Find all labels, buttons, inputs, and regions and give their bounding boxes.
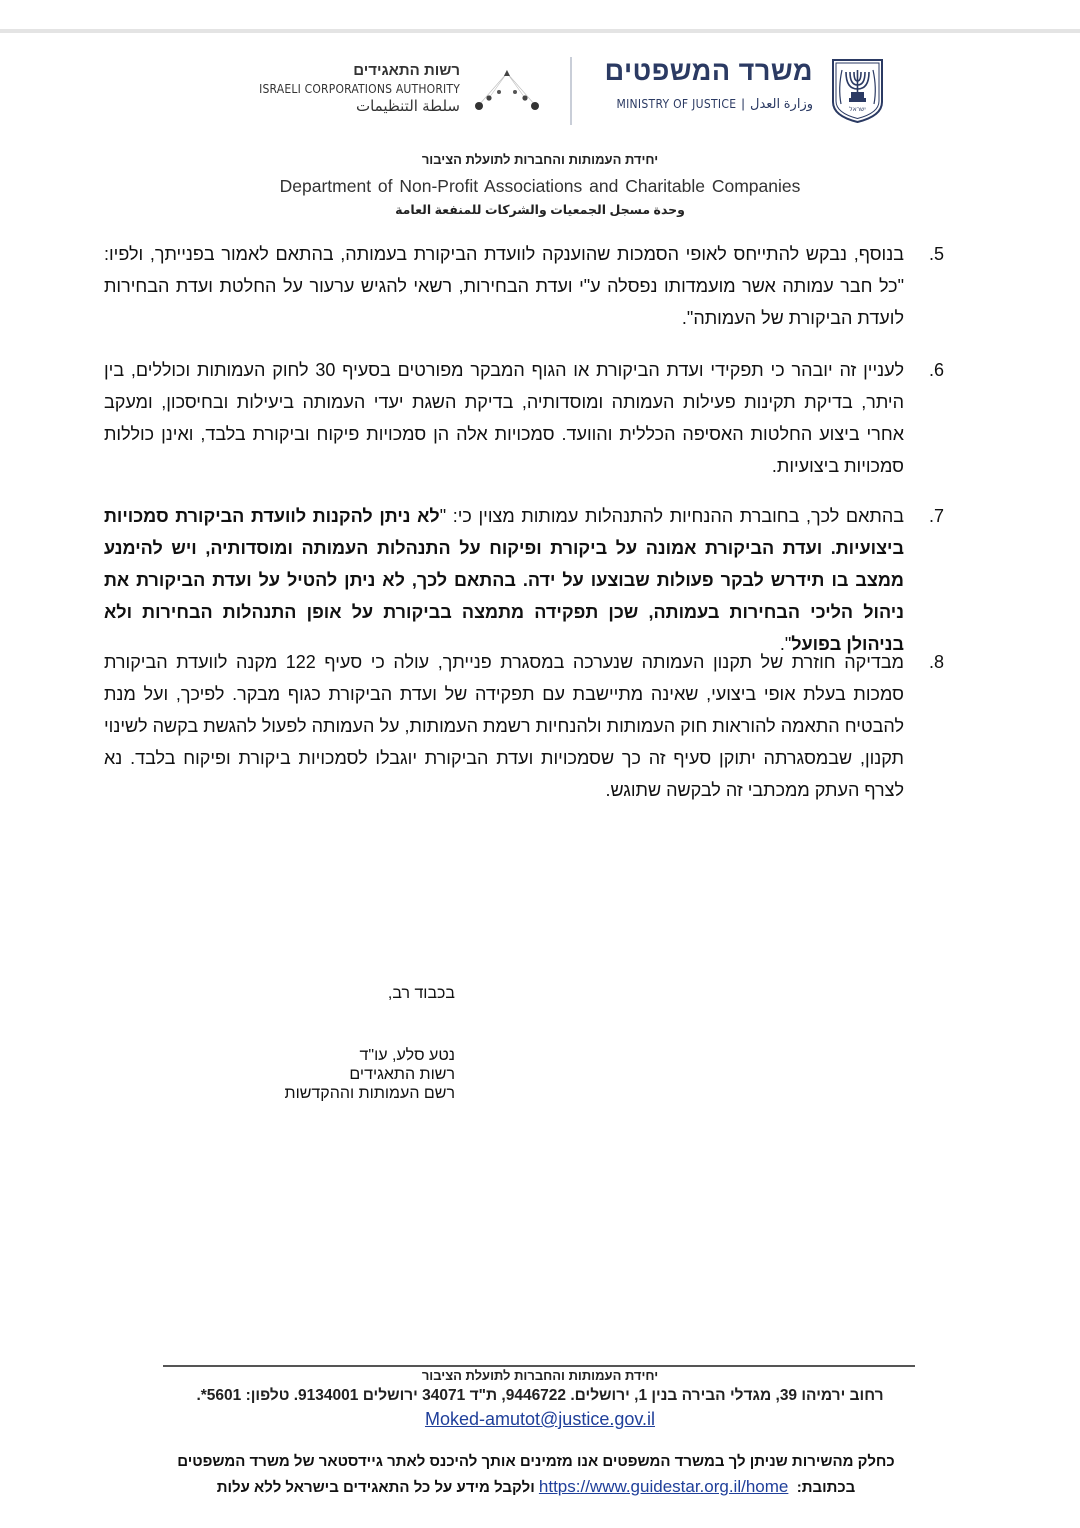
department-name-he: יחידת העמותות והחברות לתועלת הציבור xyxy=(421,152,659,167)
authority-name-en: ISRAELI CORPORATIONS AUTHORITY xyxy=(259,82,460,96)
signer-organization: רשות התאגידים xyxy=(349,1066,455,1083)
ministry-subtitle xyxy=(616,96,813,112)
signature-block xyxy=(200,1046,455,1103)
item-text: מבדיקה חוזרת של תקנון העמותה שנערכה במסגרת פנייתך, עולה כי סעיף 122 מקנה לוועדת הביקורת סמכות בעלת אופי ביצועי, שאינה מתיישבת עם תפקידה של ועדת הביקורת כגוף מבקר. לפיכך, ועל מנת להבטיח התאמה להוראות חוק העמותות ולהנחיות רשמת העמותות, על העמותה לפעול להגשת בקשה לשינוי תקנון, שבמסגרתה יתוקן סעיף זה כך שסמכויות ועדת הביקורת יוגבלו לסמכויות ביקורת ופיקוח בלבד. נא לצרף העתק ממכתבי זה לבקשה שתוגש. xyxy=(104,652,905,800)
footer-divider xyxy=(163,1365,915,1367)
signer-name: נטע סלע, עו"ד xyxy=(359,1047,455,1064)
item-number: 7. xyxy=(928,506,944,526)
authority-emblem-icon xyxy=(472,65,542,115)
item-text-quote-bold: לא ניתן להקנות לוועדת הביקורת סמכויות ביצועיות. ועדת הביקורת אמונה על ביקורת ופיקוח על התנהלות העמותה ומוסדותיה, ויש להימנע ממצב בו תידרש לבקר פעולות שבוצעו על ידה. בהתאם לכך, לא ניתן להטיל על ועדת הביקורת את ניהול הליכי הבחירות בעמותה, שכן תפקידה מתמצה בביקורת על אופן התנהלות הבחירות ולא בניהולן בפועל xyxy=(104,506,904,654)
corporations-authority-logo xyxy=(260,60,560,126)
guidestar-link[interactable]: https://www.guidestar.org.il/home xyxy=(538,1477,789,1496)
ministry-of-justice-logo xyxy=(605,56,885,126)
paragraph-item-5 xyxy=(104,238,944,334)
authority-name-ar: سلطة التنظيمات xyxy=(355,98,460,115)
paragraph-item-6 xyxy=(104,354,944,482)
item-text xyxy=(104,500,904,660)
footer-address: רחוב ירמיהו 39, מגדלי הבירה בנין 1, ירושלים. 9446722, ת"ד 34071 ירושלים 9134001. טלפון: 5601*. xyxy=(196,1387,884,1404)
paragraph-item-8 xyxy=(104,646,944,806)
logo-divider xyxy=(570,57,572,125)
ministry-name-ar: وزارة العدل xyxy=(750,96,813,111)
item-text-end: ". xyxy=(779,634,792,654)
authority-name-he: רשות התאגידים xyxy=(353,62,460,79)
item-number: 6. xyxy=(928,360,944,380)
closing-salutation: בכבוד רב, xyxy=(387,985,455,1002)
footer-unit-name: יחידת העמותות והחברות לתועלת הציבור xyxy=(421,1368,659,1383)
ministry-name-he: משרד המשפטים xyxy=(604,56,813,86)
top-border-line xyxy=(0,29,1080,33)
item-text: לעניין זה יובהר כי תפקידי ועדת הביקורת או הגוף המבקר מפורטים בסעיף 30 לחוק העמותות וכוללים, בין היתר, בדיקת תקינות פעילות העמותה ומוסדותיה, בדיקת השגת יעדי העמותה ביעילות ובחיסכון, ומעקב אחרי ביצוע החלטות האסיפה הכללית והוועד. סמכויות אלה הן סמכויות פיקוח וביקורת בלבד, ואינן כוללות סמכויות ביצועיות. xyxy=(104,360,904,476)
ministry-name-en: MINISTRY OF JUSTICE xyxy=(616,97,737,111)
department-name-ar: وحدة مسجل الجمعيات والشركات للمنفعة العامة xyxy=(395,203,685,217)
paragraph-item-7 xyxy=(104,500,944,660)
state-emblem-icon xyxy=(830,58,885,124)
svg-text:ישראל: ישראל xyxy=(849,106,866,113)
item-text: בנוסף, נבקש להתייחס לאופי הסמכות שהוענקה לוועדת הביקורת בעמותה, בהתאם לאמור בפנייתך, ולפיו: "כל חבר עמותה אשר מועמדותו נפסלה ע"י ועדת הבחירות, רשאי להגיש ערעור על החלטת ועדת הבחירות לועדת הביקורת של העמותה". xyxy=(104,244,904,328)
item-text-plain: בהתאם לכך, בחוברת ההנחיות להתנהלות עמותות מצוין כי: " xyxy=(439,506,904,526)
email-link[interactable]: Moked-amutot@justice.gov.il xyxy=(424,1409,656,1429)
svg-text:▲: ▲ xyxy=(503,68,511,77)
note-prefix: בכתובת: xyxy=(796,1479,856,1496)
note-line-2 xyxy=(120,1474,952,1500)
note-suffix: ולקבל מידע על כל התאגידים בישראל ללא עלות xyxy=(216,1479,535,1496)
signer-title: רשם העמותות וההקדשות xyxy=(284,1085,455,1102)
item-number: 8. xyxy=(928,652,944,672)
ministry-separator: | xyxy=(741,96,746,111)
footer-email xyxy=(0,1409,1080,1430)
item-number: 5. xyxy=(928,244,944,264)
department-name-en: Department of Non-Profit Associations and Charitable Companies xyxy=(279,176,801,196)
footer-guidestar-note xyxy=(120,1449,952,1500)
note-line-1: כחלק מהשירות שניתן לך במשרד המשפטים אנו מזמינים אותך להיכנס לאתר גיידסטאר של משרד המשפטים xyxy=(177,1453,895,1470)
